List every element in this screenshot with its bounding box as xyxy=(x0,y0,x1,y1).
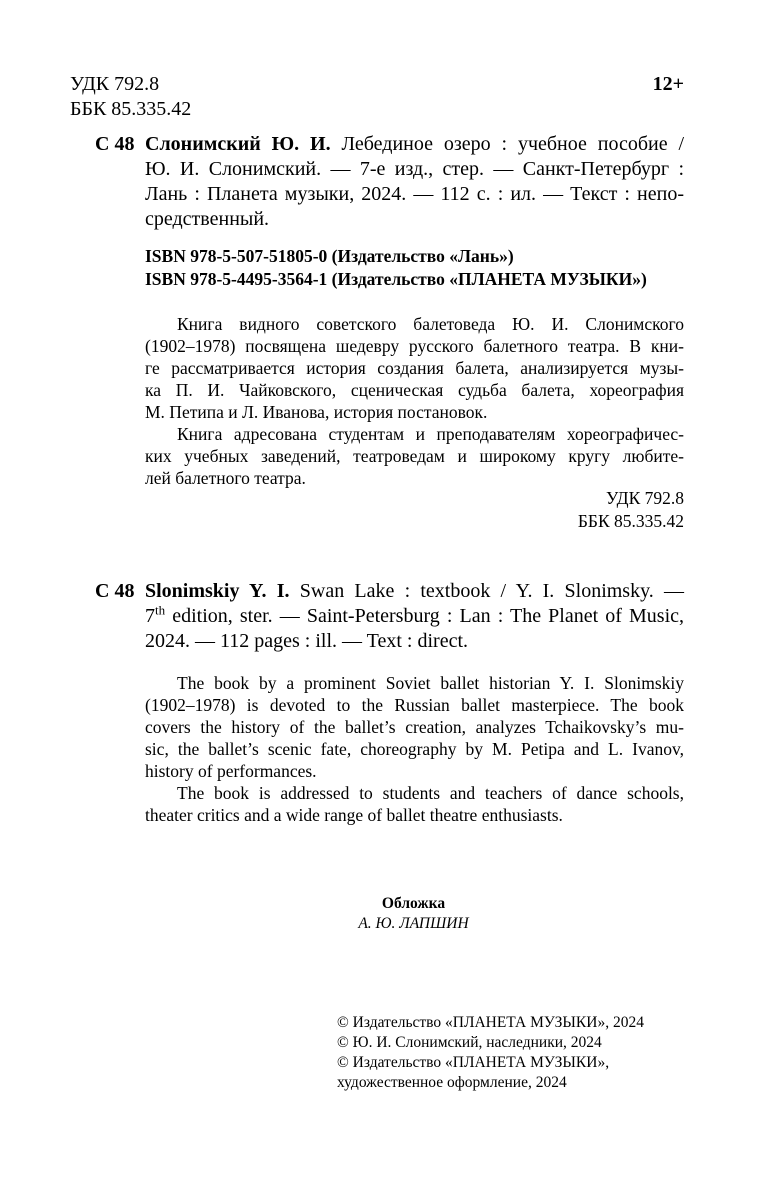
ru-annotation: Книга видного советского балетоведа Ю. И. Слонимского (1902–1978) посвящена шедевру русского балетного театра. В кни- ге рассматривается история создания балета, анализируется музы- ка П. И. Чайковского, сценическая судьба балета, хореография М. Петипа и Л. Иванова, история постановок. Книга адресована студентам и преподавателям хореографичес- ких учебных заведений, театроведам и широкому кругу любите- лей балетного театра. xyxy=(145,314,684,488)
en-entry-code: С 48 xyxy=(95,580,135,602)
isbn-lan: ISBN 978-5-507-51805-0 (Издательство «Лань») xyxy=(145,246,514,266)
ru-entry-line-2: Ю. И. Слонимский. — 7-е изд., стер. — Санкт-Петербург : xyxy=(145,158,684,180)
cover-credit-name: А. Ю. ЛАПШИН xyxy=(358,915,469,932)
en-entry-line-1: Slonimskiy Y. I. Swan Lake : textbook / Y. I. Slonimsky. — xyxy=(145,580,685,602)
en-annotation: The book by a prominent Soviet ballet historian Y. I. Slonimskiy (1902–1978) is devoted to the Russian ballet masterpiece. The book covers the history of the ballet’s creation, analyzes Tchaikovsky’s mu- sic, the ballet’s scenic fate, choreography by M. Petipa and L. Ivanov, history of performances. The book is addressed to students and teachers of dance schools, theater critics and a wide range of ballet theatre enthusiasts. xyxy=(145,673,684,825)
isbn-planet-music: ISBN 978-5-4495-3564-1 (Издательство «ПЛАНЕТА МУЗЫКИ») xyxy=(145,269,647,289)
header-bbk: ББК 85.335.42 xyxy=(70,98,192,120)
copyright-line: © Издательство «ПЛАНЕТА МУЗЫКИ», xyxy=(337,1054,610,1071)
copyright-line: © Издательство «ПЛАНЕТА МУЗЫКИ», 2024 xyxy=(337,1014,644,1031)
ru-entry-line-3: Лань : Планета музыки, 2024. — 112 с. : ил. — Текст : непо- xyxy=(145,183,684,205)
ru-entry-line-1: Слонимский Ю. И. Лебединое озеро : учебное пособие / xyxy=(145,133,684,155)
ru-entry-description xyxy=(145,132,684,157)
en-entry-line-2: 7th edition, ster. — Saint-Petersburg : Lan : The Planet of Music, xyxy=(145,602,684,627)
ru-annotation-bbk: ББК 85.335.42 xyxy=(577,511,684,531)
ru-entry-code: С 48 xyxy=(95,133,135,155)
copyright-block xyxy=(337,1013,644,1093)
ru-entry-line-4: средственный. xyxy=(145,208,270,230)
age-rating: 12+ xyxy=(652,73,684,95)
copyright-line: © Ю. И. Слонимский, наследники, 2024 xyxy=(337,1034,602,1051)
cover-credit-label: Обложка xyxy=(381,895,446,912)
copyright-line: художественное оформление, 2024 xyxy=(337,1074,567,1091)
en-entry-author: Slonimskiy Y. I. xyxy=(145,580,290,602)
ru-annotation-udk: УДК 792.8 xyxy=(606,488,684,508)
header-udk: УДК 792.8 xyxy=(70,73,160,95)
en-entry-line-3: 2024. — 112 pages : ill. — Text : direct. xyxy=(145,630,468,652)
ru-entry-author: Слонимский Ю. И. xyxy=(145,133,331,155)
